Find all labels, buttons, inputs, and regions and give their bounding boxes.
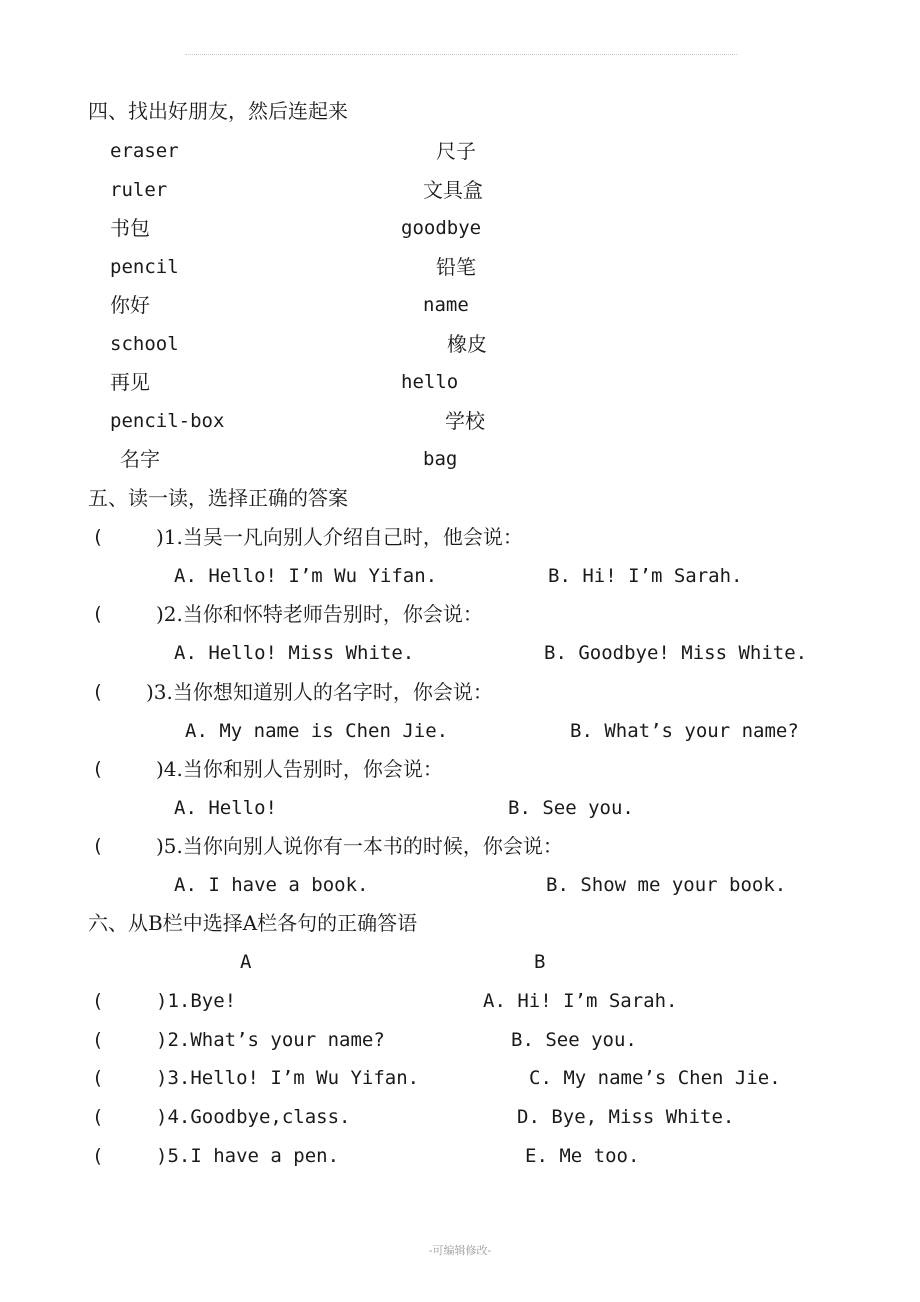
match6-b-5: E. Me too. [525, 1145, 640, 1167]
match-left-6: school [110, 333, 179, 355]
q1-text: )1.当吴一凡向别人介绍自己时，他会说： [156, 525, 523, 549]
section5-title: 五、读一读，选择正确的答案 [88, 486, 348, 510]
match6-b-3: C. My name’s Chen Jie. [529, 1067, 781, 1089]
match-left-9: 名字 [120, 447, 160, 471]
match-left-7: 再见 [110, 370, 150, 394]
q4-option-a: A. Hello! [174, 797, 277, 819]
match6-a-4: )4.Goodbye,class. [156, 1106, 351, 1128]
q3-text: )3.当你想知道别人的名字时，你会说： [146, 680, 493, 704]
q5-option-b: B. Show me your book. [546, 874, 787, 896]
match6-paren-3: ( [92, 1067, 104, 1089]
q5-text: )5.当你向别人说你有一本书的时候，你会说： [156, 834, 563, 858]
header-divider [185, 54, 737, 55]
q3-option-a: A. My name is Chen Jie. [185, 720, 449, 742]
q2-option-a: A. Hello! Miss White. [174, 642, 415, 664]
q4-paren: ( [92, 758, 104, 780]
match-right-7: hello [401, 371, 459, 393]
match-right-3: goodbye [401, 217, 482, 239]
page-footer: -可编辑修改- [428, 1244, 492, 1257]
match6-paren-5: ( [92, 1145, 104, 1167]
column-b-header: B [534, 951, 546, 973]
match-left-4: pencil [110, 256, 179, 278]
match-right-6: 橡皮 [447, 332, 487, 356]
q2-option-b: B. Goodbye! Miss White. [544, 642, 808, 664]
match6-b-1: A. Hi! I’m Sarah. [483, 990, 678, 1012]
match6-a-2: )2.What’s your name? [156, 1029, 385, 1051]
match-right-1: 尺子 [436, 139, 476, 163]
match6-paren-2: ( [92, 1029, 104, 1051]
match-left-8: pencil-box [110, 410, 225, 432]
q5-option-a: A. I have a book. [174, 874, 369, 896]
match-right-5: name [423, 294, 469, 316]
match-right-8: 学校 [445, 409, 485, 433]
q3-paren: ( [92, 681, 104, 703]
match-left-1: eraser [110, 140, 179, 162]
match6-a-3: )3.Hello! I’m Wu Yifan. [156, 1067, 420, 1089]
section4-title: 四、找出好朋友，然后连起来 [88, 99, 348, 123]
match6-a-5: )5.I have a pen. [156, 1145, 340, 1167]
q1-paren: ( [92, 526, 104, 548]
q1-option-a: A. Hello! I’m Wu Yifan. [174, 565, 438, 587]
q4-text: )4.当你和别人告别时，你会说： [156, 757, 443, 781]
q3-option-b: B. What’s your name? [570, 720, 799, 742]
q2-paren: ( [92, 603, 104, 625]
match6-paren-1: ( [92, 990, 104, 1012]
q5-paren: ( [92, 835, 104, 857]
match6-b-2: B. See you. [511, 1029, 637, 1051]
match-left-5: 你好 [110, 293, 150, 317]
match6-a-1: )1.Bye! [156, 990, 237, 1012]
match-right-4: 铅笔 [436, 255, 476, 279]
match-right-9: bag [423, 448, 458, 470]
match-right-2: 文具盒 [423, 178, 483, 202]
match6-b-4: D. Bye, Miss White. [517, 1106, 735, 1128]
q4-option-b: B. See you. [508, 797, 634, 819]
column-a-header: A [240, 951, 252, 973]
q1-option-b: B. Hi! I’m Sarah. [548, 565, 743, 587]
match-left-3: 书包 [110, 216, 150, 240]
section6-title: 六、从B栏中选择A栏各句的正确答语 [88, 911, 418, 935]
match6-paren-4: ( [92, 1106, 104, 1128]
match-left-2: ruler [110, 179, 168, 201]
q2-text: )2.当你和怀特老师告别时，你会说： [156, 602, 483, 626]
